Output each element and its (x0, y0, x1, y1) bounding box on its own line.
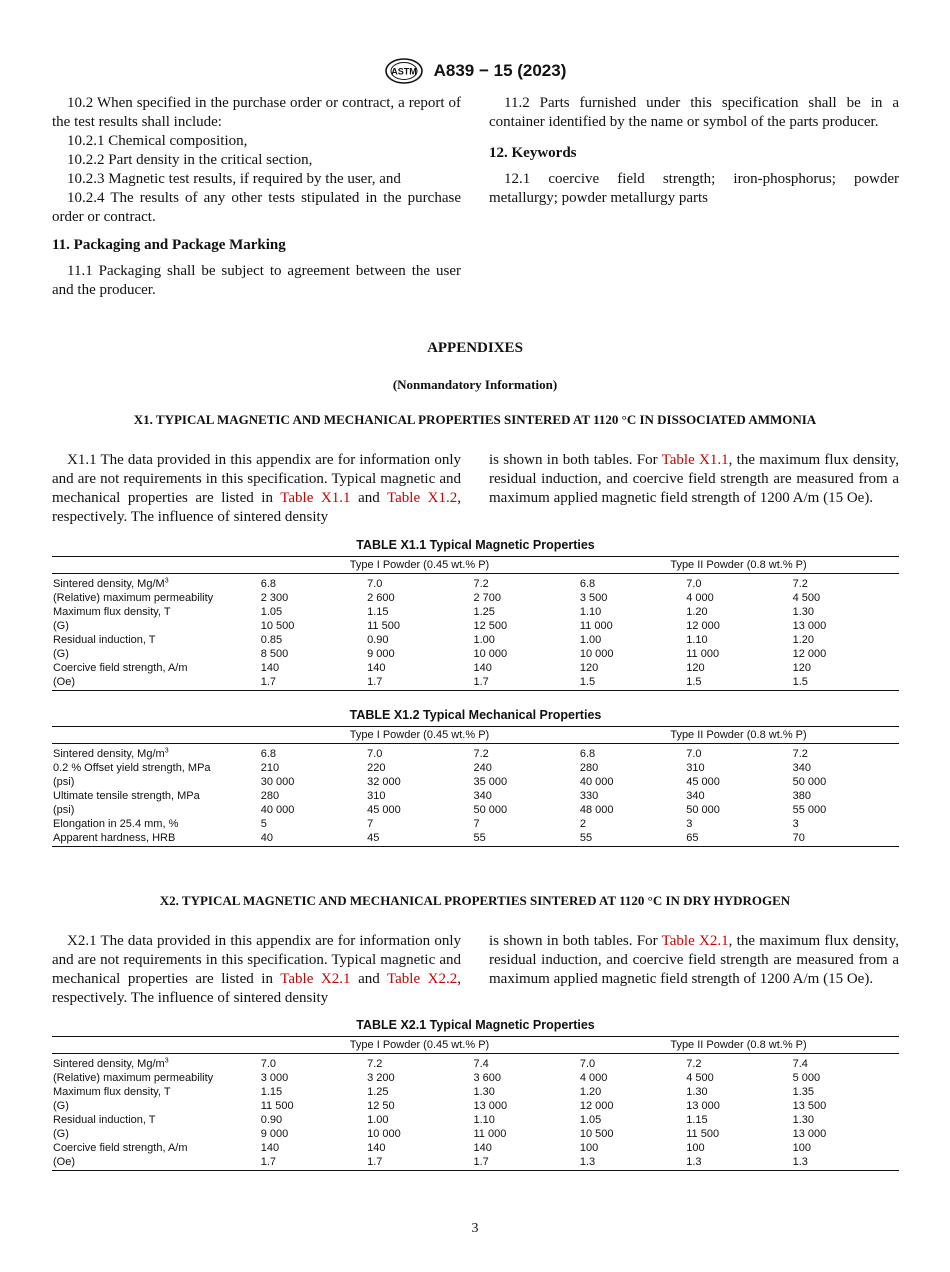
page-number: 3 (471, 1221, 479, 1236)
table-cell: 5 (260, 818, 267, 830)
table-cell: 1.3 (579, 1156, 596, 1168)
row-label-text: Residual induction, T (53, 634, 156, 646)
x2-heading: X2. TYPICAL MAGNETIC AND MECHANICAL PROPERTIES SINTERED AT 1120 °C IN DRY HYDROGEN (159, 893, 791, 908)
table-cell: 6.8 (579, 578, 596, 590)
row-label-text: (Oe) (53, 676, 75, 688)
row-label-text: (G) (53, 1100, 69, 1112)
table-x1-1 (52, 556, 899, 691)
table-cell: 10 000 (367, 1128, 401, 1140)
row-label (52, 789, 261, 803)
table-cell: 65 (686, 832, 699, 844)
table-cell: 3 500 (579, 592, 608, 604)
table-cell: 13 500 (792, 1100, 827, 1112)
table-cell: 7.2 (792, 578, 808, 590)
table-cell: 1.00 (473, 634, 495, 646)
table-cell: 4 000 (686, 592, 714, 604)
table-cell: 1.3 (686, 1156, 702, 1168)
para-10-2: 10.2 When specified in the purchase order or contract, a report of the test results shall include: (52, 95, 461, 130)
table-cell: 13 000 (473, 1100, 508, 1112)
table-cell: 330 (579, 790, 599, 802)
row-label-text: Sintered density, Mg/M (53, 578, 165, 590)
para-11-2: 11.2 Parts furnished under this specification shall be in a container identified by the name or symbol of the parts producer. (489, 95, 899, 130)
table-cell: 13 000 (686, 1100, 720, 1112)
table-cell: 13 000 (792, 620, 827, 632)
row-label (52, 831, 261, 845)
row-label (52, 605, 261, 619)
table-cell: 3 200 (367, 1072, 395, 1084)
link-table-x1-1[interactable]: Table X1.1 (661, 452, 729, 468)
table-cell: 7.0 (367, 578, 383, 590)
table-cell: 50 000 (792, 776, 827, 788)
section-11-heading: 11. Packaging and Package Marking (52, 237, 286, 253)
table-cell: 340 (686, 790, 705, 802)
svg-text:ASTM: ASTM (390, 66, 417, 77)
table-cell: 1.30 (473, 1086, 495, 1098)
table-cell: 1.05 (579, 1114, 602, 1126)
table-cell: 30 000 (260, 776, 295, 788)
astm-logo-icon (384, 58, 424, 84)
table-body (52, 574, 899, 690)
table-cell: 140 (473, 662, 492, 674)
table-cell: 120 (686, 662, 705, 674)
row-label-text: Residual induction, T (53, 1114, 156, 1126)
section-12-heading: 12. Keywords (489, 145, 577, 161)
table-cell: 120 (792, 662, 811, 674)
table-row (52, 831, 899, 845)
table-cell: 7 (473, 818, 480, 830)
table-row (52, 1155, 899, 1169)
para-10-2-1: 10.2.1 Chemical composition, (67, 133, 248, 149)
table-cell: 3 600 (473, 1072, 502, 1084)
group-header-type-i: Type I Powder (0.45 wt.% P) (349, 559, 490, 571)
row-label-text: (psi) (53, 776, 75, 788)
table-cell: 1.20 (579, 1086, 602, 1098)
row-label (52, 803, 261, 817)
table-cell: 7.0 (260, 1058, 277, 1070)
table-cell: 340 (792, 762, 811, 774)
table-body (52, 744, 899, 846)
table-cell: 1.25 (367, 1086, 389, 1098)
table-cell: 7.2 (686, 1058, 702, 1070)
table-cell: 7.0 (579, 1058, 596, 1070)
table-row (52, 591, 899, 605)
table-cell: 1.35 (792, 1086, 815, 1098)
table-cell: 1.15 (367, 606, 389, 618)
group-header-type-i: Type I Powder (0.45 wt.% P) (349, 1039, 490, 1051)
row-label-text: Apparent hardness, HRB (53, 832, 176, 844)
link-table-x1-2[interactable]: Table X1.2 (387, 490, 458, 506)
row-label-text: (G) (53, 1128, 69, 1140)
table-row (52, 1141, 899, 1155)
row-label (52, 747, 261, 761)
table-cell: 1.15 (260, 1086, 283, 1098)
table-cell: 10 000 (473, 648, 508, 660)
table-cell: 7.2 (473, 748, 489, 760)
table-cell: 2 600 (367, 592, 395, 604)
table-cell: 7.2 (792, 748, 808, 760)
table-cell: 240 (473, 762, 492, 774)
table-cell: 0.90 (367, 634, 389, 646)
table-x1-2 (52, 726, 899, 847)
table-x1-2-title: TABLE X1.2 Typical Mechanical Properties (349, 708, 602, 722)
row-label (52, 577, 261, 591)
table-cell: 7.4 (473, 1058, 489, 1070)
para-10-2-3: 10.2.3 Magnetic test results, if required by the user, and (67, 171, 401, 187)
table-cell: 7.0 (686, 748, 702, 760)
table-cell: 140 (367, 662, 386, 674)
row-label (52, 633, 261, 647)
table-cell: 140 (367, 1142, 386, 1154)
table-row (52, 803, 899, 817)
table-row (52, 1113, 899, 1127)
table-row (52, 605, 899, 619)
table-cell: 1.05 (260, 606, 283, 618)
table-cell: 7.2 (367, 1058, 383, 1070)
row-label-text: (Relative) maximum permeability (53, 592, 214, 604)
para-10-2-4: 10.2.4 The results of any other tests stipulated in the purchase order or contract. (52, 190, 461, 225)
table-cell: 1.10 (686, 634, 708, 646)
table-cell: 1.10 (473, 1114, 495, 1126)
table-cell: 4 500 (686, 1072, 714, 1084)
table-row (52, 577, 899, 591)
table-cell: 45 (367, 832, 380, 844)
row-label-text: Maximum flux density, T (53, 1086, 171, 1098)
table-cell: 40 (260, 832, 273, 844)
table-body (52, 1054, 899, 1170)
row-label (52, 1141, 261, 1155)
table-cell: 32 000 (367, 776, 401, 788)
table-row (52, 747, 899, 761)
table-cell: 8 500 (260, 648, 289, 660)
para-10-2-2: 10.2.2 Part density in the critical section, (67, 152, 313, 168)
link-table-x2-1[interactable]: Table X2.1 (661, 933, 729, 949)
table-stub-header (52, 1037, 260, 1053)
table-cell: 4 500 (792, 592, 821, 604)
table-cell: 1.15 (686, 1114, 708, 1126)
table-cell: 2 300 (260, 592, 289, 604)
row-label (52, 591, 261, 605)
row-label (52, 1127, 261, 1141)
table-cell: 1.5 (579, 676, 596, 688)
row-label (52, 817, 261, 831)
table-cell: 3 (792, 818, 799, 830)
row-label-superscript: 3 (164, 577, 169, 585)
table-group-header (52, 557, 899, 574)
table-row (52, 1085, 899, 1099)
appendix-subtitle: (Nonmandatory Information) (392, 377, 558, 392)
link-table-x2-1[interactable]: Table X2.1 (280, 971, 351, 987)
table-cell: 380 (792, 790, 811, 802)
table-row (52, 675, 899, 689)
table-x1-1-title: TABLE X1.1 Typical Magnetic Properties (356, 538, 595, 552)
table-cell: 9 000 (367, 648, 395, 660)
table-cell: 100 (579, 1142, 599, 1154)
table-row (52, 1057, 899, 1071)
table-cell: 40 000 (579, 776, 614, 788)
table-cell: 50 000 (473, 804, 508, 816)
table-cell: 1.30 (686, 1086, 708, 1098)
table-cell: 11 000 (579, 620, 613, 632)
table-cell: 7.0 (686, 578, 702, 590)
table-cell: 100 (792, 1142, 811, 1154)
table-cell: 55 (473, 832, 486, 844)
link-table-x2-2[interactable]: Table X2.2 (387, 971, 458, 987)
table-cell: 310 (367, 790, 386, 802)
table-cell: 1.7 (367, 676, 383, 688)
table-cell: 11 500 (686, 1128, 720, 1140)
table-cell: 6.8 (260, 748, 277, 760)
right-column-top (489, 94, 899, 208)
table-row (52, 1127, 899, 1141)
table-cell: 4 000 (579, 1072, 608, 1084)
table-cell: 45 000 (686, 776, 720, 788)
table-cell: 70 (792, 832, 805, 844)
row-label (52, 1155, 261, 1169)
appendix-title: APPENDIXES (427, 340, 523, 356)
table-cell: 1.20 (792, 634, 815, 646)
table-x2-1-title: TABLE X2.1 Typical Magnetic Properties (356, 1018, 595, 1032)
table-cell: 1.5 (686, 676, 702, 688)
table-row (52, 775, 899, 789)
table-cell: 7 (367, 818, 374, 830)
table-cell: 1.20 (686, 606, 708, 618)
table-cell: 11 500 (367, 620, 400, 632)
table-cell: 12 500 (473, 620, 508, 632)
row-label-text: Sintered density, Mg/m (53, 1058, 165, 1070)
row-label-text: Elongation in 25.4 mm, % (53, 818, 179, 830)
row-label-text: Coercive field strength, A/m (53, 1142, 188, 1154)
row-label-text: (G) (53, 648, 69, 660)
table-group-header (52, 1037, 899, 1054)
table-cell: 10 500 (260, 620, 295, 632)
row-label-text: (Relative) maximum permeability (53, 1072, 214, 1084)
table-row (52, 619, 899, 633)
page-header (0, 58, 950, 84)
row-label-text: (Oe) (53, 1156, 75, 1168)
table-cell: 11 500 (260, 1100, 294, 1112)
table-cell: 1.7 (367, 1156, 383, 1168)
group-header-type-ii: Type II Powder (0.8 wt.% P) (670, 559, 807, 571)
table-cell: 340 (473, 790, 492, 802)
row-label-text: (psi) (53, 804, 75, 816)
table-cell: 210 (260, 762, 280, 774)
table-cell: 45 000 (367, 804, 401, 816)
row-label (52, 1099, 261, 1113)
group-header-type-ii: Type II Powder (0.8 wt.% P) (670, 1039, 807, 1051)
table-cell: 11 000 (473, 1128, 507, 1140)
row-label (52, 1085, 261, 1099)
table-cell: 6.8 (260, 578, 277, 590)
table-row (52, 661, 899, 675)
table-stub-header (52, 557, 260, 573)
table-row (52, 761, 899, 775)
row-label-superscript: 3 (164, 1057, 169, 1065)
table-cell: 12 000 (686, 620, 720, 632)
row-label (52, 1057, 261, 1071)
table-cell: 1.00 (579, 634, 602, 646)
table-cell: 7.0 (367, 748, 383, 760)
group-header-type-i: Type I Powder (0.45 wt.% P) (349, 729, 490, 741)
table-cell: 11 000 (686, 648, 720, 660)
table-cell: 1.30 (792, 606, 815, 618)
table-cell: 2 700 (473, 592, 502, 604)
table-row (52, 647, 899, 661)
table-cell: 2 (579, 818, 586, 830)
table-cell: 1.30 (792, 1114, 815, 1126)
table-cell: 310 (686, 762, 705, 774)
table-cell: 1.5 (792, 676, 808, 688)
table-cell: 12 000 (792, 648, 827, 660)
x2-left-text: X2.1 The data provided in this appendix are for information only and are not requirements in this specification. Typical magnetic and mechanical properties are listed in Table X2.1 and Table X2.2, respectively. The influence of sintered density (52, 933, 462, 1006)
table-cell: 35 000 (473, 776, 508, 788)
row-label (52, 661, 261, 675)
table-cell: 6.8 (579, 748, 596, 760)
group-header-type-ii: Type II Powder (0.8 wt.% P) (670, 729, 807, 741)
table-cell: 1.25 (473, 606, 495, 618)
table-cell: 1.7 (260, 1156, 277, 1168)
table-cell: 13 000 (792, 1128, 827, 1140)
standard-designation: A839 − 15 (2023) (433, 61, 567, 80)
row-label-text: Maximum flux density, T (53, 606, 171, 618)
row-label (52, 647, 261, 661)
link-table-x1-1[interactable]: Table X1.1 (280, 490, 351, 506)
row-label (52, 1071, 261, 1085)
table-cell: 12 50 (367, 1100, 395, 1112)
table-cell: 1.00 (367, 1114, 389, 1126)
table-row (52, 633, 899, 647)
row-label (52, 775, 261, 789)
table-cell: 10 000 (579, 648, 614, 660)
table-cell: 0.90 (260, 1114, 283, 1126)
table-cell: 55 (579, 832, 593, 844)
x1-left-text: X1.1 The data provided in this appendix are for information only and are not requirements in this specification. Typical magnetic and mechanical properties are listed in Table X1.1 and Table X1.2, respectively. The influence of sintered density (52, 452, 462, 525)
table-cell: 280 (260, 790, 280, 802)
row-label (52, 1113, 261, 1127)
table-cell: 220 (367, 762, 386, 774)
table-cell: 12 000 (579, 1100, 614, 1112)
table-cell: 7.2 (473, 578, 489, 590)
table-cell: 55 000 (792, 804, 827, 816)
table-cell: 1.7 (473, 1156, 489, 1168)
table-cell: 40 000 (260, 804, 295, 816)
table-cell: 1.3 (792, 1156, 808, 1168)
row-label (52, 675, 261, 689)
row-label (52, 619, 261, 633)
table-cell: 9 000 (260, 1128, 289, 1140)
table-cell: 0.85 (260, 634, 283, 646)
row-label (52, 761, 261, 775)
para-11-1: 11.1 Packaging shall be subject to agreement between the user and the producer. (52, 263, 461, 298)
x1-right-text: is shown in both tables. For Table X1.1, the maximum flux density, residual induction, and coercive field strength are measured from a maximum applied magnetic field strength of 1200 A/m (15 Oe). (489, 452, 899, 506)
table-cell: 1.7 (260, 676, 277, 688)
table-cell: 48 000 (579, 804, 614, 816)
row-label-text: Sintered density, Mg/m (53, 748, 165, 760)
row-label-superscript: 3 (164, 747, 169, 755)
para-12-1: 12.1 coercive field strength; iron-phosphorus; powder metallurgy; powder metallurgy parts (489, 171, 899, 206)
table-cell: 1.7 (473, 676, 489, 688)
table-cell: 50 000 (686, 804, 720, 816)
table-cell: 3 (686, 818, 693, 830)
table-cell: 7.4 (792, 1058, 808, 1070)
table-stub-header (52, 727, 260, 743)
row-label-text: Ultimate tensile strength, MPa (53, 790, 200, 802)
x2-right-text: is shown in both tables. For Table X2.1, the maximum flux density, residual induction, and coercive field strength are measured from a maximum applied magnetic field strength of 1200 A/m (15 Oe). (489, 933, 899, 987)
table-cell: 100 (686, 1142, 705, 1154)
table-row (52, 789, 899, 803)
table-cell: 280 (579, 762, 599, 774)
table-row (52, 817, 899, 831)
table-row (52, 1071, 899, 1085)
row-label-text: Coercive field strength, A/m (53, 662, 188, 674)
table-x2-1 (52, 1036, 899, 1171)
table-cell: 120 (579, 662, 599, 674)
table-cell: 140 (260, 662, 280, 674)
row-label-text: (G) (53, 620, 69, 632)
table-row (52, 1099, 899, 1113)
table-group-header (52, 727, 899, 744)
left-column-top (52, 94, 461, 300)
table-cell: 1.10 (579, 606, 602, 618)
x1-heading: X1. TYPICAL MAGNETIC AND MECHANICAL PROPERTIES SINTERED AT 1120 °C IN DISSOCIATED AMMONIA (133, 412, 817, 427)
table-cell: 140 (260, 1142, 280, 1154)
table-cell: 10 500 (579, 1128, 614, 1140)
table-cell: 5 000 (792, 1072, 821, 1084)
row-label-text: 0.2 % Offset yield strength, MPa (53, 762, 211, 774)
table-cell: 140 (473, 1142, 492, 1154)
table-cell: 3 000 (260, 1072, 289, 1084)
